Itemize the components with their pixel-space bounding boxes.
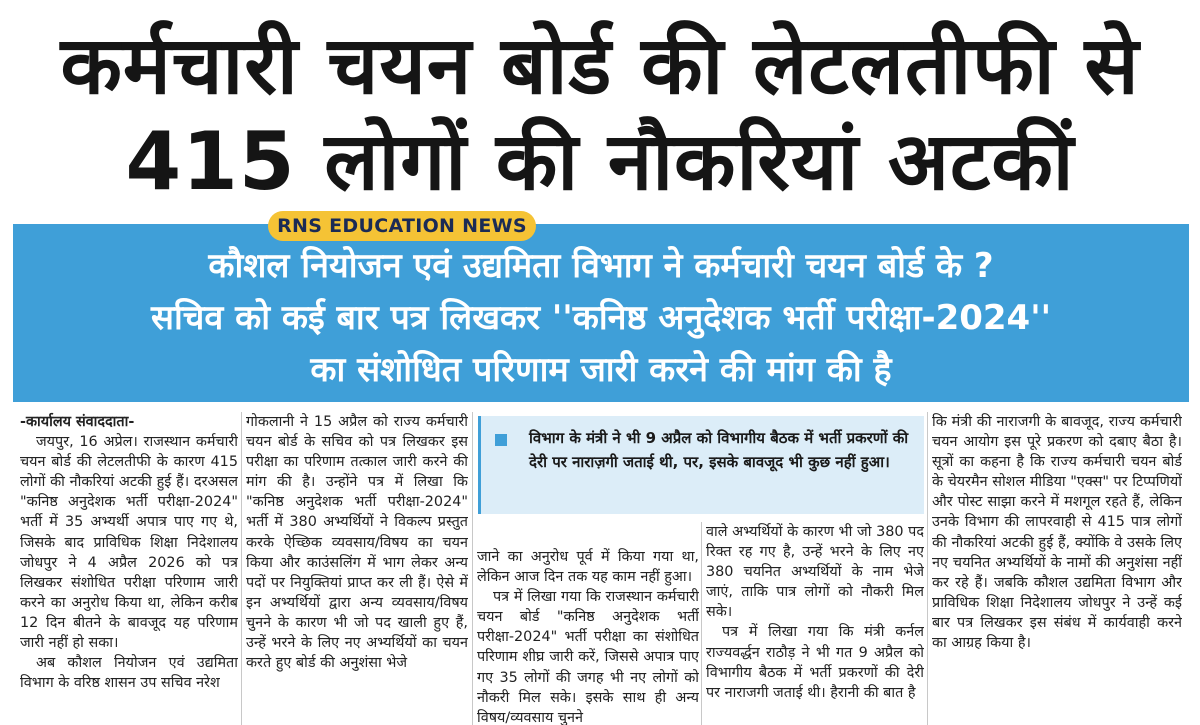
subhead-line-3: का संशोधित परिणाम जारी करने की मांग की है [310, 350, 892, 390]
article-column-2 [246, 412, 468, 725]
paragraph: पत्र में लिखा गया कि राजस्थान कर्मचारी चयन बोर्ड "कनिष्ठ अनुदेशक भर्ती परीक्षा-2024" भर्ती परीक्षा का संशोधित परिणाम शीघ्र जारी करें, जिससे अपात्र पाए गए 35 लोगों की जगह भी नए लोगों को नौकरी मिल सके। इसके साथ ही अन्य विषय/व्यवसाय चुनने [477, 589, 699, 725]
paragraph: वाले अभ्यर्थियों के कारण भी जो 380 पद रिक्त रह गए है, उन्हें भरने के लिए नए 380 चयनित अभ्यर्थियों के नाम भेजे जाएं, ताकि पात्र लोगों को नौकरी मिल सके। [706, 524, 924, 621]
column-divider [241, 412, 242, 725]
headline-line-1: कर्मचारी चयन बोर्ड की लेटलतीफी से [60, 19, 1140, 112]
headline [0, 18, 1200, 210]
paragraph: जयपुर, 16 अप्रेल। राजस्थान कर्मचारी चयन बोर्ड की लेटलतीफी के कारण 415 लोगों की नौकरियां अटकी हुई हैं। दरअसल "कनिष्ठ अनुदेशक भर्ती परीक्षा-2024" भर्ती में 35 अभ्यर्थी अपात्र पाए गए थे, जिसके बाद प्राविधिक शिक्षा निदेशालय जोधपुर ने 4 अप्रैल 2026 को पत्र लिखकर संशोधित परीक्षा परिणाम जारी करने का अनुरोध किया था, लेकिन करीब 12 दिन बीतने के बावजूद यह परिणाम जारी नहीं हो सका। [20, 434, 238, 652]
paragraph: अब कौशल नियोजन एवं उद्यमिता विभाग के वरिष्ठ शासन उप सचिव नरेश [20, 655, 238, 692]
column-divider [472, 412, 473, 725]
column-divider [701, 522, 702, 725]
paragraph: गोकलानी ने 15 अप्रैल को राज्य कर्मचारी चयन बोर्ड के सचिव को पत्र लिखकर इस परीक्षा का परिणाम तत्काल जारी करने की मांग की है। उन्होंने पत्र में लिखा कि "कनिष्ठ अनुदेशक भर्ती परीक्षा-2024" भर्ती में 380 अभ्यर्थियों ने विकल्प प्रस्तुत करके ऐच्छिक व्यवसाय/विषय का चयन किया और काउंसलिंग में भाग लेकर अन्य पदों पर नियुक्तियां प्राप्त कर ली हैं। ऐसे में इन अभ्यर्थियों द्वारा अन्य व्यवसाय/विषय चुनने के कारण भी जो पद खाली हुए हैं, उन्हें भरने के लिए नए अभ्यर्थियों का चयन करते हुए बोर्ड की अनुशंसा भेजे [246, 414, 468, 672]
paragraph: पत्र में लिखा गया कि मंत्री कर्नल राज्यवर्द्धन राठौड़ ने भी गत 9 अप्रैल को विभागीय बैठक में भर्ती प्रकरणों की देरी पर नाराजगी जताई थी। हैरानी की बात है [706, 624, 924, 701]
article-column-3 [477, 547, 699, 725]
article-column-5 [932, 412, 1182, 725]
paragraph: कि मंत्री की नाराजगी के बावजूद, राज्य कर्मचारी चयन आयोग इस पूरे प्रकरण को दबाए बैठा है। सूत्रों का कहना है कि राज्य कर्मचारी चयन बोर्ड के चेयरमैन सोशल मीडिया "एक्स" पर टिप्पणियों और पोस्ट साझा करने में मशगूल रहते हैं, लेकिन उनके विभाग की लापरवाही से 415 पात्र लोगों की नौकरियां अटकी हुई हैं, क्योंकि वे उसके लिए नए चयनित अभ्यर्थियों के नामों की अनुशंसा नहीं कर रहे हैं। जबकि कौशल उद्यमिता विभाग और प्राविधिक शिक्षा निदेशालय जोधपुर ने उन्हें कई बार पत्र लिखकर इस संबंध में कार्यवाही करने का आग्रह किया है। [932, 414, 1182, 652]
subhead-line-1: कौशल नियोजन एवं उद्यमिता विभाग ने कर्मचारी चयन बोर्ड के ? [208, 246, 994, 286]
headline-line-2: 415 लोगों की नौकरियां अटकीं [125, 115, 1075, 208]
callout-text: विभाग के मंत्री ने भी 9 अप्रैल को विभागीय बैठक में भर्ती प्रकरणों की देरी पर नाराज़गी जताई थी, पर, इसके बावजूद भी कुछ नहीं हुआ। [529, 429, 909, 471]
article-column-4 [706, 522, 924, 725]
column-divider [927, 412, 928, 725]
brand-tag: RNS EDUCATION NEWS [268, 211, 536, 241]
byline: -कार्यालय संवाददाता- [20, 414, 135, 430]
subhead-line-2: सचिव को कई बार पत्र लिखकर ''कनिष्ठ अनुदेशक भर्ती परीक्षा-2024'' [150, 298, 1052, 338]
article-column-1 [20, 412, 238, 725]
callout-box [478, 416, 924, 514]
paragraph: जाने का अनुरोध पूर्व में किया गया था, लेकिन आज दिन तक यह काम नहीं हुआ। [477, 549, 699, 586]
square-bullet-icon [495, 434, 507, 446]
subhead [13, 240, 1189, 396]
